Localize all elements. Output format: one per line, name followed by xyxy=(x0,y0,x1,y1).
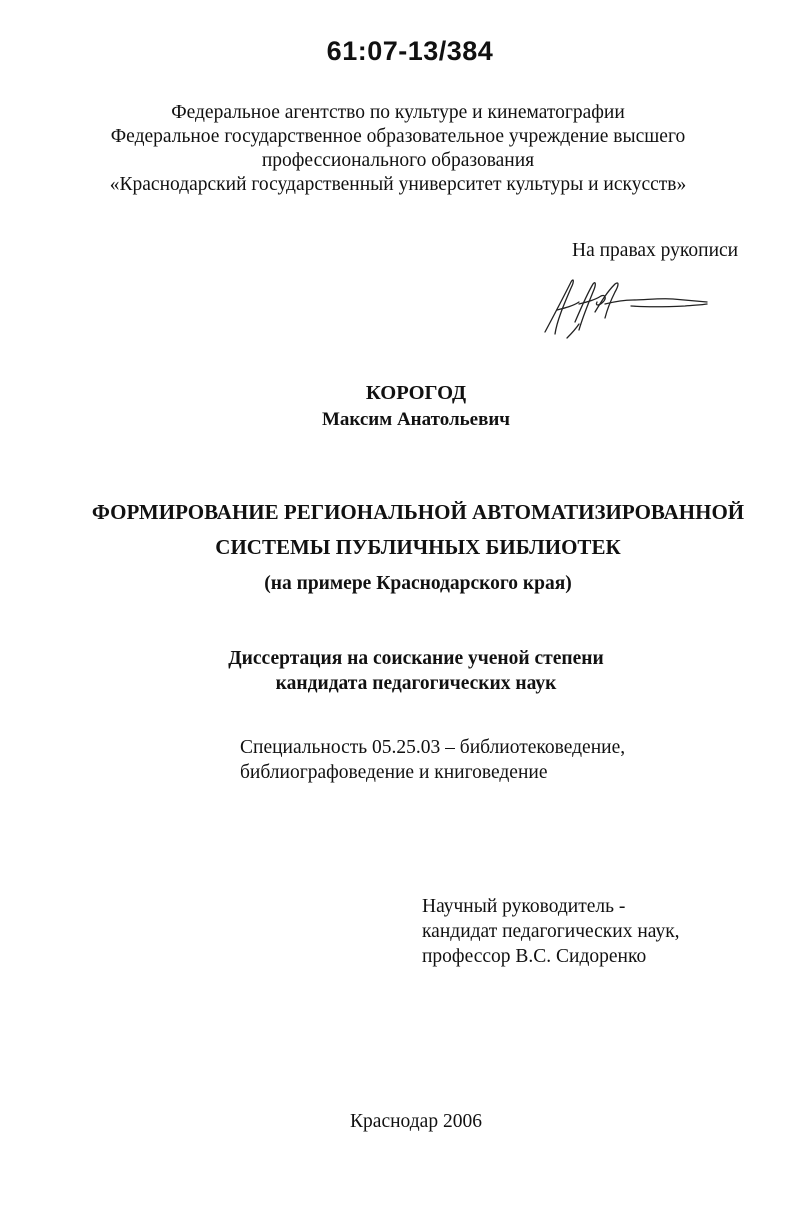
advisor-line-2: кандидат педагогических наук, xyxy=(422,921,680,942)
advisor-line-1: Научный руководитель - xyxy=(422,896,626,917)
author-given-names: Максим Анатольевич xyxy=(321,409,511,430)
place-and-year: Краснодар 2006 xyxy=(350,1111,482,1132)
title-line-2: СИСТЕМЫ ПУБЛИЧНЫХ БИБЛИОТЕК xyxy=(215,535,621,559)
dissertation-line-2: кандидата педагогических наук xyxy=(275,673,557,694)
manuscript-rights: На правах рукописи xyxy=(572,240,739,261)
specialty-line-2: библиографоведение и книговедение xyxy=(240,762,548,783)
archive-code: 61:07-13/384 xyxy=(326,36,494,66)
org-line-3: профессионального образования xyxy=(261,150,535,171)
title-subtitle: (на примере Краснодарского края) xyxy=(264,573,572,594)
advisor-line-3: профессор В.С. Сидоренко xyxy=(422,946,647,967)
specialty-line-1: Специальность 05.25.03 – библиотековедение, xyxy=(240,737,626,758)
org-line-2: Федеральное государственное образовательное учреждение высшего xyxy=(110,126,686,147)
dissertation-line-1: Диссертация на соискание ученой степени xyxy=(228,648,604,669)
title-line-1: ФОРМИРОВАНИЕ РЕГИОНАЛЬНОЙ АВТОМАТИЗИРОВАННОЙ xyxy=(91,500,745,524)
signature-icon xyxy=(535,272,715,342)
org-line-1: Федеральное агентство по культуре и кинематографии xyxy=(171,102,625,123)
author-surname: КОРОГОД xyxy=(365,382,467,404)
org-line-4: «Краснодарский государственный университет культуры и искусств» xyxy=(109,174,687,195)
